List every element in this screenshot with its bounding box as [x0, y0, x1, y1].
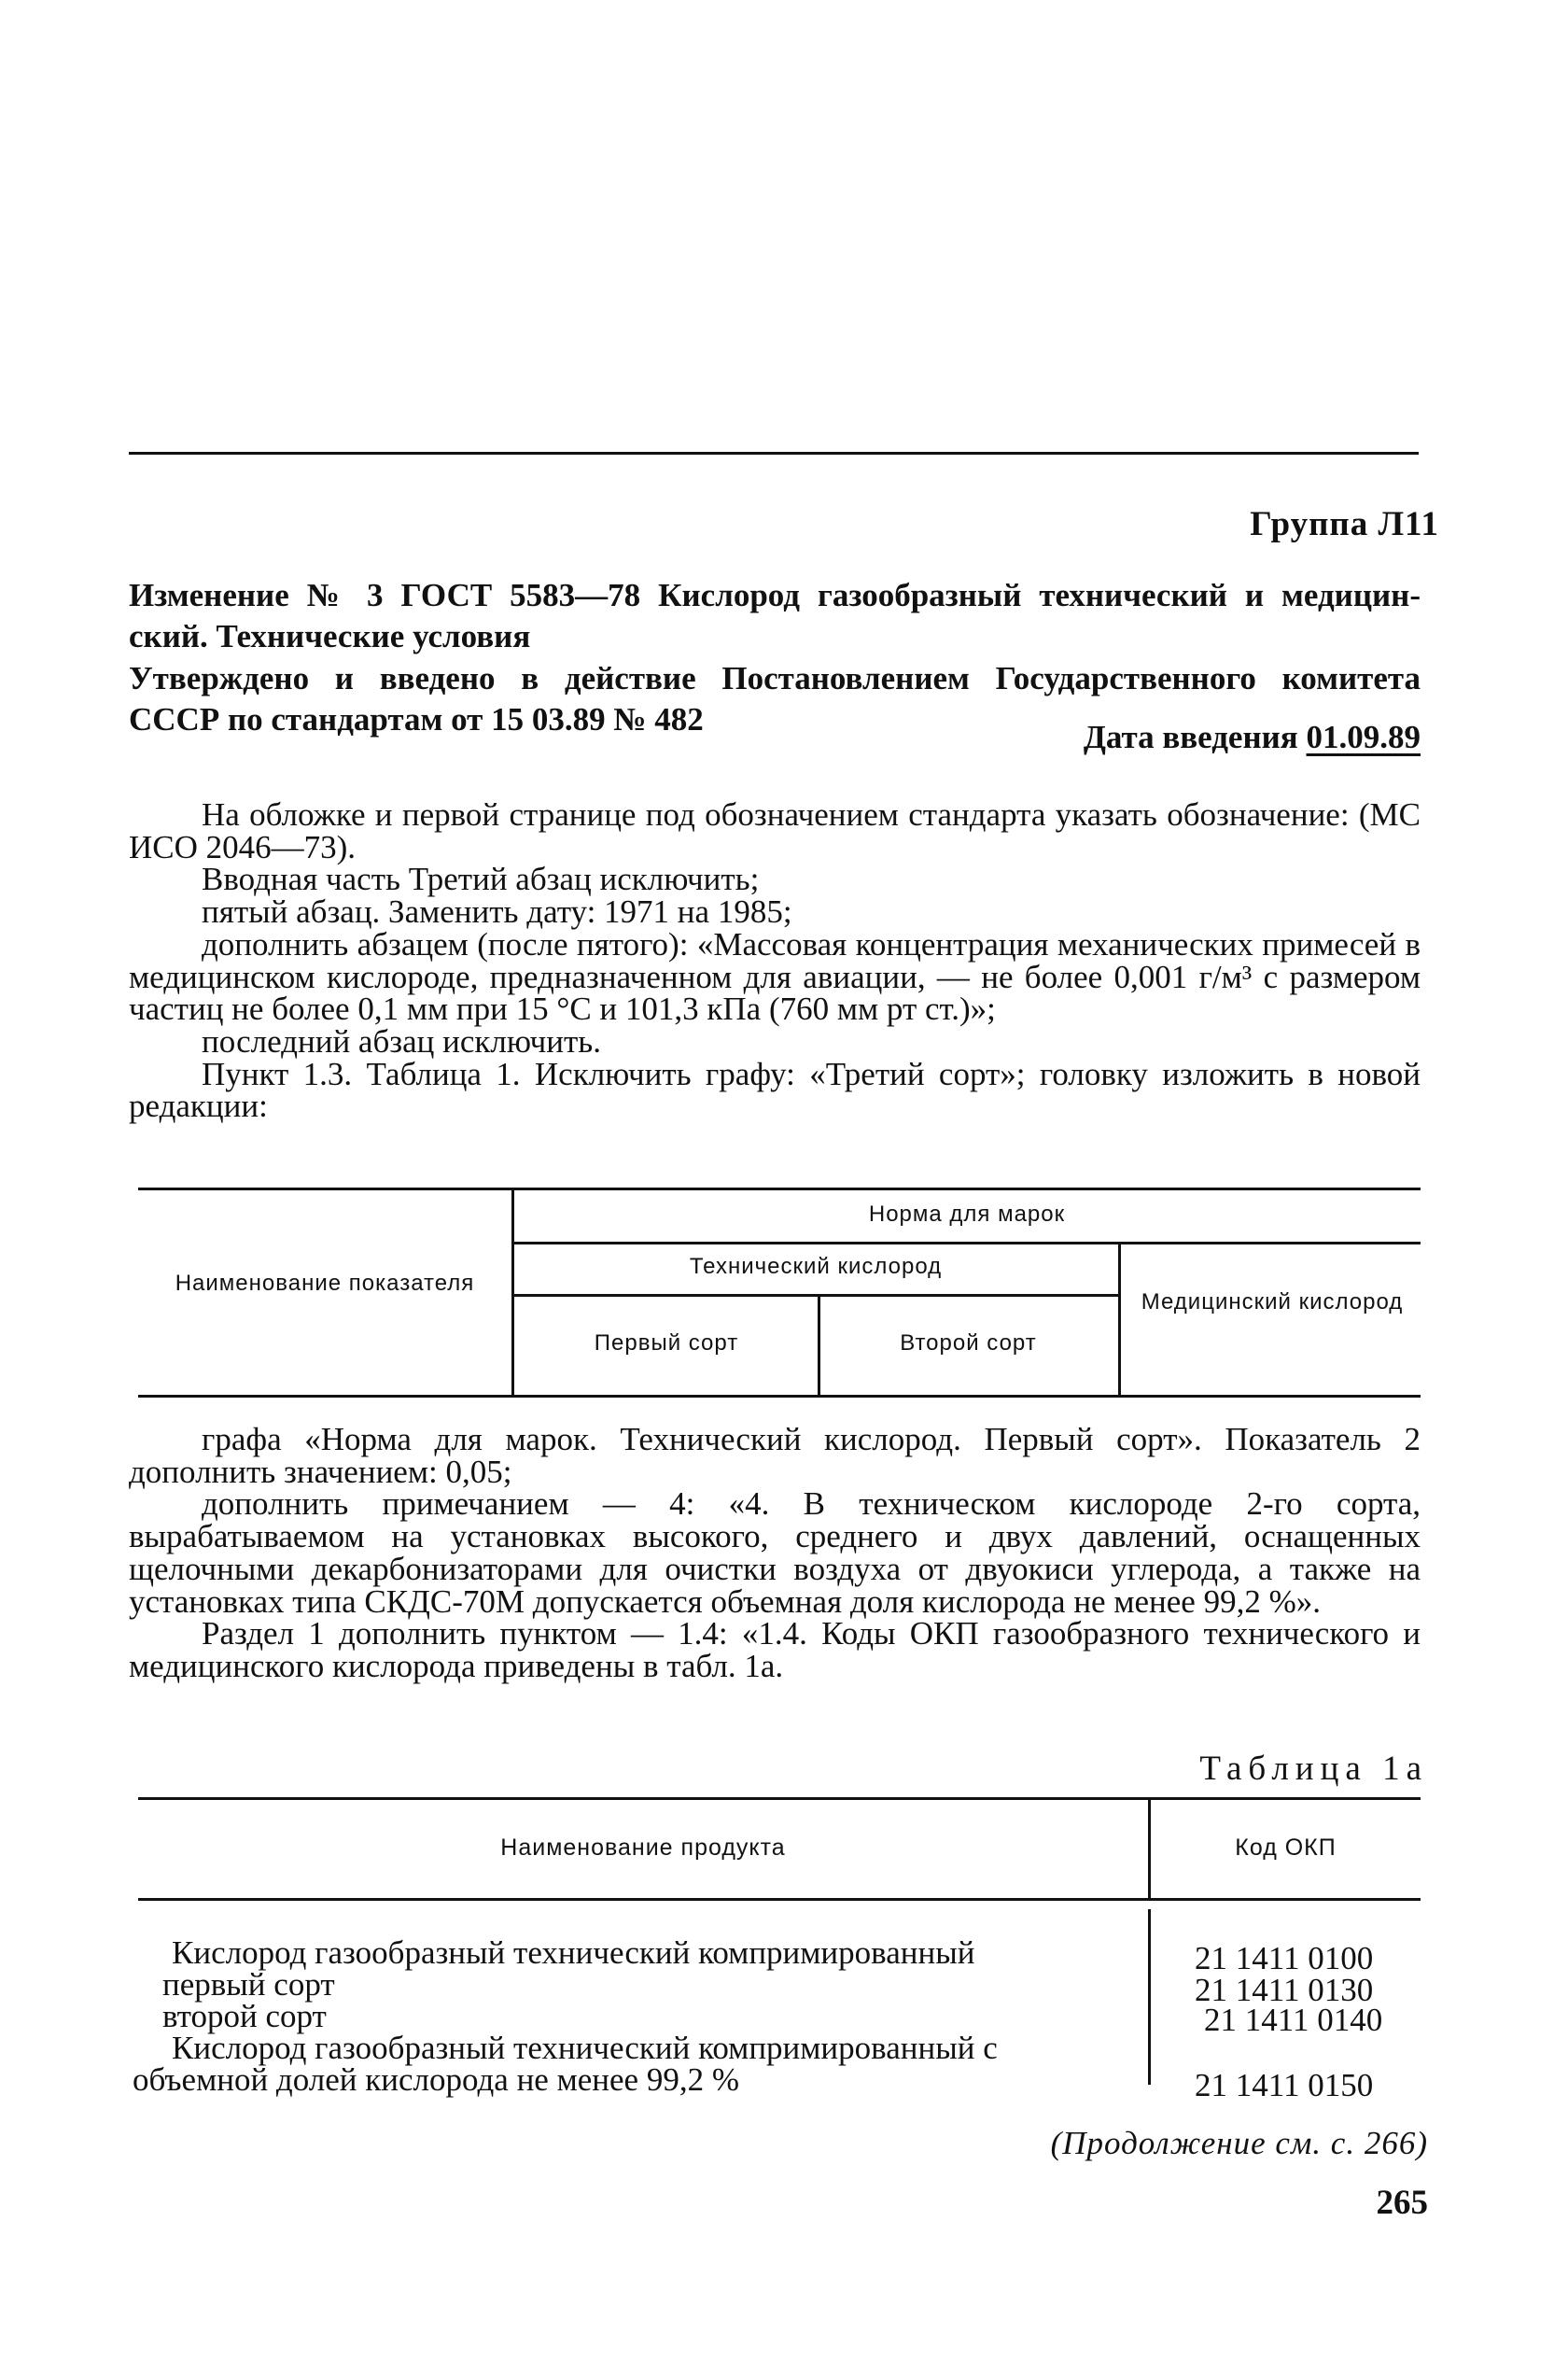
document-title: [129, 575, 1421, 657]
approval-line-1: Утверждено и введено в действие Постановлением Государственного комитета: [129, 660, 1421, 696]
body-text-middle: [129, 1421, 1421, 1684]
approval-line-2: СССР по стандартам от 15 03.89 № 482: [129, 701, 704, 738]
header-technical-oxygen: Технический кислород: [689, 1254, 943, 1279]
okp-code-1: 21 1411 0100: [1195, 1940, 1374, 1976]
rule: [138, 1395, 1421, 1398]
header-second-grade: Второй сорт: [900, 1330, 1037, 1356]
body-text-top: [129, 796, 1421, 1125]
header-okp-code: Код ОКП: [1235, 1835, 1337, 1861]
header-product-name: Наименование продукта: [500, 1835, 786, 1861]
paragraph-cover: На обложке и первой странице под обозначением стандарта указать обозначение: (МС ИСО 2046—73).: [129, 796, 1421, 865]
okp-code-5: 21 1411 0150: [1195, 2067, 1374, 2103]
table-1a-title: Таблица 1а: [1199, 1750, 1428, 1788]
product-row-1: Кислород газообразный технический компримированный: [172, 1934, 975, 1971]
product-row-3: второй сорт: [162, 1998, 327, 2034]
paragraph-fifth: пятый абзац. Заменить дату: 1971 на 1985;: [202, 893, 792, 931]
product-row-4: Кислород газообразный технический компримированный с: [172, 2030, 998, 2066]
introduction-date: [1084, 719, 1421, 756]
group-code: Группа Л11: [1250, 505, 1439, 543]
date-value: 01.09.89: [1306, 719, 1421, 755]
paragraph-add: дополнить абзацем (после пятого): «Массовая концентрация механических примесей в медицинском кислороде, предназначенном для авиации, — не более 0,001 г/м³ с размером частиц не более 0,1 мм при 15 °С и 101,3 кПа (760 мм рт ст.)»;: [129, 925, 1421, 1028]
product-row-2: первый сорт: [162, 1966, 335, 2003]
paragraph-column: графа «Норма для марок. Технический кислород. Первый сорт». Показатель 2 дополнить значением: 0,05;: [129, 1421, 1421, 1490]
header-medical-oxygen: Медицинский кислород: [1141, 1289, 1404, 1315]
paragraph-note: дополнить примечанием — 4: «4. В техническом кислороде 2-го сорта, вырабатываемом на установках высокого, среднего и двух давлений, оснащенных щелочными декарбонизаторами для очистки воздуха от двуокиси углерода, а также на установках типа СКДС-70М допускается объемная доля кислорода не менее 99,2 %».: [129, 1485, 1421, 1620]
table-1a: [133, 1797, 1421, 2103]
okp-code-2: 21 1411 0130: [1195, 1972, 1374, 2008]
header-indicator-name: Наименование показателя: [175, 1271, 475, 1296]
date-label: Дата введения: [1083, 719, 1298, 755]
paragraph-intro: Вводная часть Третий абзац исключить;: [202, 861, 760, 898]
rule: [138, 1797, 1421, 1800]
continuation-note: (Продолжение см. с. 266): [1050, 2125, 1428, 2161]
header-first-grade: Первый сорт: [594, 1330, 739, 1356]
paragraph-table1: Пункт 1.3. Таблица 1. Исключить графу: «Третий сорт»; головку изложить в новой редакции:: [129, 1055, 1421, 1125]
top-rule: [129, 452, 1419, 455]
paragraph-section: Раздел 1 дополнить пунктом — 1.4: «1.4. Коды ОКП газообразного технического и медицинского кислорода приведены в табл. 1а.: [129, 1615, 1421, 1684]
page-number: 265: [1376, 2184, 1428, 2222]
rule: [138, 1898, 1421, 1901]
rule: [1118, 1244, 1121, 1395]
title-line-1: Изменение № 3 ГОСТ 5583—78 Кислород газообразный технический и медицин-: [129, 577, 1421, 613]
rule: [1148, 1909, 1151, 2085]
header-norm: Норма для марок: [868, 1202, 1066, 1227]
okp-code-3: 21 1411 0140: [1204, 2002, 1383, 2038]
rule: [511, 1188, 514, 1395]
title-line-2: ский. Технические условия: [129, 618, 531, 654]
paragraph-last: последний абзац исключить.: [202, 1022, 601, 1060]
rule: [511, 1294, 1118, 1297]
table-1-head: [138, 1188, 1421, 1393]
rule: [138, 1188, 1421, 1190]
product-row-5: объемной долей кислорода не менее 99,2 %: [133, 2061, 739, 2098]
rule: [511, 1242, 1421, 1244]
